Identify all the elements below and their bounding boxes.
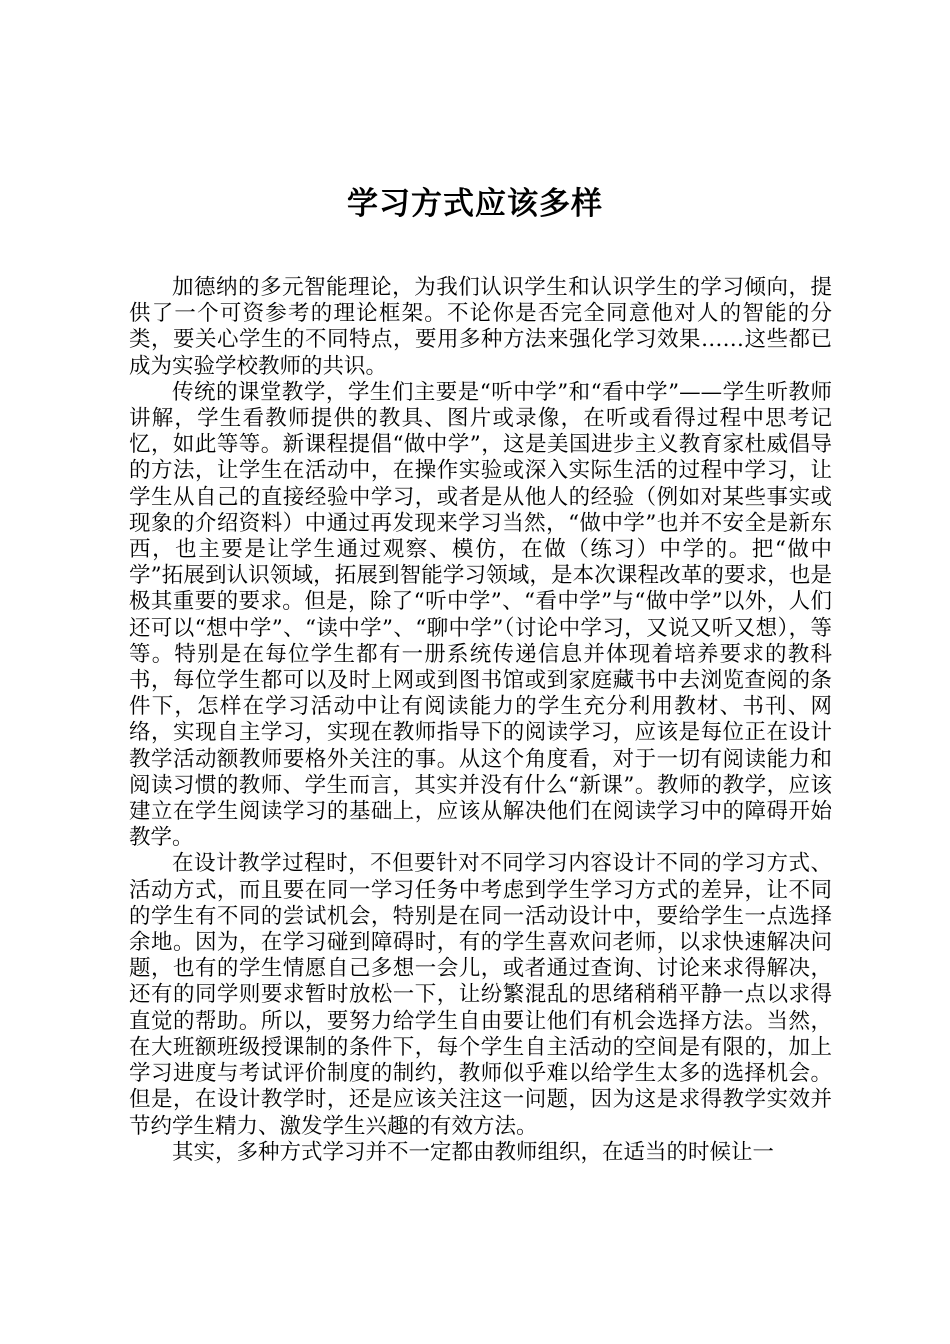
paragraph: 加德纳的多元智能理论，为我们认识学生和认识学生的学习倾向，提供了一个可资参考的理论框架。不论你是否完全同意他对人的智能的分类，要关心学生的不同特点，要用多种方法来强化学习效果……这些都已成为实验学校教师的共识。 (129, 275, 832, 379)
document-body (129, 275, 832, 1166)
paragraph: 在设计教学过程时，不但要针对不同学习内容设计不同的学习方式、活动方式，而且要在同一学习任务中考虑到学生学习方式的差异，让不同的学生有不同的尝试机会，特别是在同一活动设计中，要给学生一点选择余地。因为，在学习碰到障碍时，有的学生喜欢问老师，以求快速解决问题，也有的学生情愿自己多想一会儿，或者通过查询、讨论来求得解决，还有的同学则要求暂时放松一下，让纷繁混乱的思绪稍稍平静一点以求得直觉的帮助。所以，要努力给学生自由要让他们有机会选择方法。当然，在大班额班级授课制的条件下，每个学生自主活动的空间是有限的，加上学习进度与考试评价制度的制约，教师似乎难以给学生太多的选择机会。但是，在设计教学时，还是应该关注这一问题，因为这是求得教学实效并节约学生精力、激发学生兴趣的有效方法。 (129, 851, 832, 1139)
paragraph: 传统的课堂教学，学生们主要是“听中学”和“看中学”——学生听教师讲解，学生看教师提供的教具、图片或录像，在听或看得过程中思考记忆，如此等等。新课程提倡“做中学”，这是美国进步主义教育家杜威倡导的方法，让学生在活动中，在操作实验或深入实际生活的过程中学习，让学生从自己的直接经验中学习，或者是从他人的经验（例如对某些事实或现象的介绍资料）中通过再发现来学习当然，“做中学”也并不安全是新东西，也主要是让学生通过观察、模仿，在做（练习）中学的。把“做中学”拓展到认识领域，拓展到智能学习领域，是本次课程改革的要求，也是极其重要的要求。但是，除了“听中学”、“看中学”与“做中学”以外，人们还可以“想中学”、“读中学”、“聊中学”（讨论中学习，又说又听又想），等等。特别是在每位学生都有一册系统传递信息并体现着培养要求的教科书，每位学生都可以及时上网或到图书馆或到家庭藏书中去浏览查阅的条件下，怎样在学习活动中让有阅读能力的学生充分利用教材、书刊、网络，实现自主学习，实现在教师指导下的阅读学习，应该是每位正在设计教学活动额教师要格外关注的事。从这个角度看，对于一切有阅读能力和阅读习惯的教师、学生而言，其实并没有什么“新课”。教师的教学，应该建立在学生阅读学习的基础上，应该从解决他们在阅读学习中的障碍开始教学。 (129, 379, 832, 851)
paragraph: 其实，多种方式学习并不一定都由教师组织，在适当的时候让一 (172, 1139, 775, 1165)
document-title: 学习方式应该多样 (347, 186, 603, 222)
